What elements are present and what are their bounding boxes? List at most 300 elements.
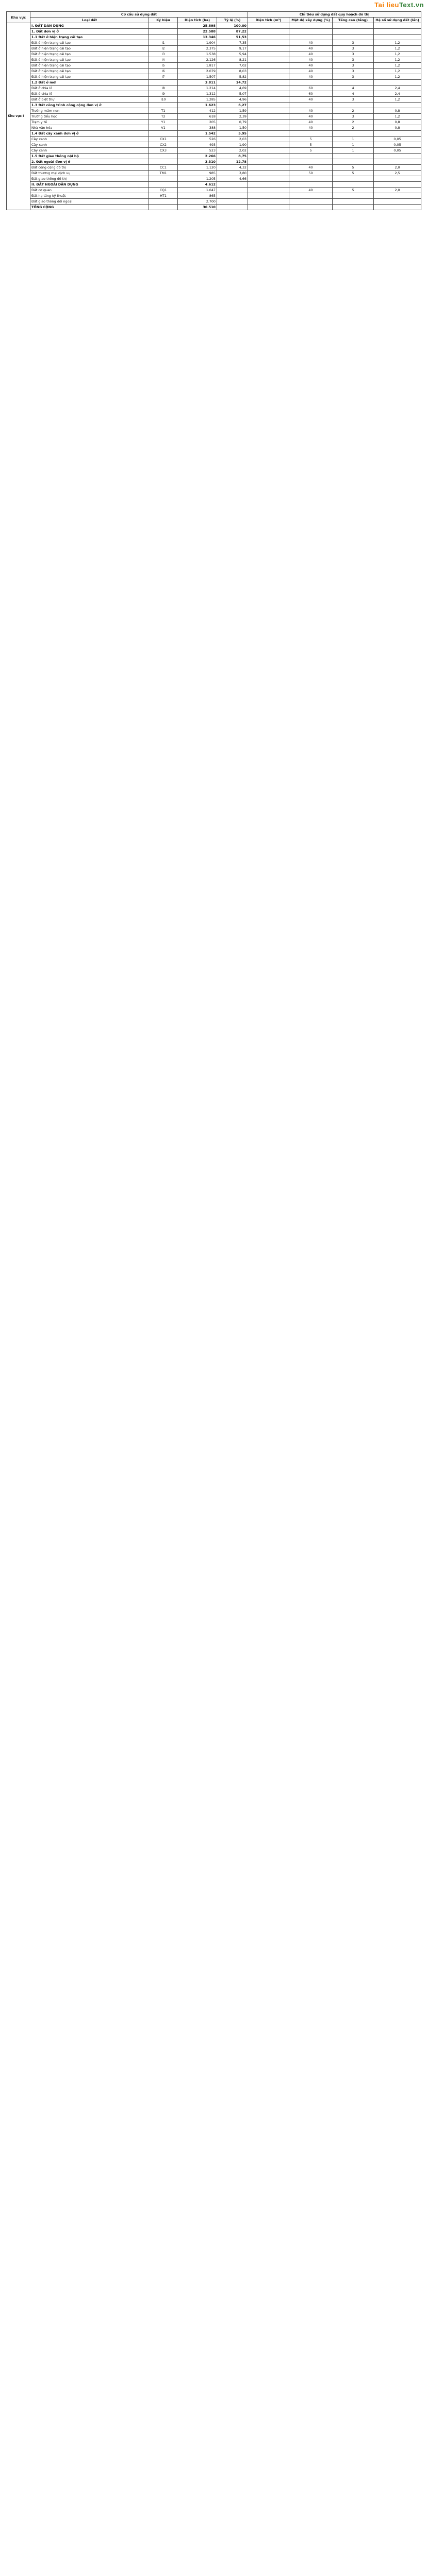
- cell-c: [248, 199, 289, 205]
- cell-code: I6: [149, 69, 178, 74]
- cell-code: V1: [149, 125, 178, 131]
- cell-f: 1,2: [374, 57, 421, 63]
- cell-e: [333, 35, 374, 40]
- cell-a: 523: [178, 148, 217, 154]
- table-row: [7, 205, 421, 210]
- cell-a: 1.285: [178, 97, 217, 103]
- table-row: [7, 142, 421, 148]
- cell-f: 0,8: [374, 125, 421, 131]
- header-area: Khu vực: [7, 12, 30, 23]
- cell-f: [374, 29, 421, 35]
- cell-code: I4: [149, 57, 178, 63]
- cell-a: 526: [178, 137, 217, 142]
- cell-type: Trạm y tế: [30, 120, 149, 125]
- cell-a: 1.214: [178, 86, 217, 91]
- cell-d: 40: [289, 40, 333, 46]
- cell-a: 493: [178, 142, 217, 148]
- cell-e: 3: [333, 114, 374, 120]
- cell-d: 60: [289, 86, 333, 91]
- cell-b: [217, 205, 248, 210]
- cell-b: 4,96: [217, 97, 248, 103]
- cell-type: 1.4 Đất cây xanh đơn vị ở: [30, 131, 149, 137]
- cell-e: 3: [333, 40, 374, 46]
- cell-a: 412: [178, 108, 217, 114]
- cell-e: 2: [333, 120, 374, 125]
- cell-c: [248, 171, 289, 176]
- cell-a: 865: [178, 193, 217, 199]
- cell-f: 1,2: [374, 74, 421, 80]
- cell-f: [374, 131, 421, 137]
- cell-b: 2,03: [217, 137, 248, 142]
- cell-d: [289, 80, 333, 86]
- cell-f: 2,0: [374, 165, 421, 171]
- cell-d: 40: [289, 188, 333, 193]
- cell-e: [333, 154, 374, 159]
- cell-b: 3,80: [217, 171, 248, 176]
- cell-type: Đất ở hiện trạng cải tạo: [30, 63, 149, 69]
- cell-a: 13.346: [178, 35, 217, 40]
- cell-f: 1,2: [374, 52, 421, 57]
- cell-c: [248, 86, 289, 91]
- cell-a: 3.310: [178, 159, 217, 165]
- cell-code: CC1: [149, 165, 178, 171]
- cell-type: Đất ở hiện trạng cải tạo: [30, 40, 149, 46]
- cell-e: 3: [333, 69, 374, 74]
- cell-c: [248, 159, 289, 165]
- cell-f: 0,05: [374, 137, 421, 142]
- cell-e: 3: [333, 63, 374, 69]
- table-row: [7, 108, 421, 114]
- cell-d: [289, 154, 333, 159]
- table-row: [7, 188, 421, 193]
- cell-code: CX2: [149, 142, 178, 148]
- cell-b: 0,79: [217, 120, 248, 125]
- cell-a: 2.079: [178, 69, 217, 74]
- cell-f: 0,05: [374, 142, 421, 148]
- cell-a: 1.312: [178, 91, 217, 97]
- table-row: [7, 97, 421, 103]
- cell-f: 1,2: [374, 63, 421, 69]
- cell-type: Đất ở biệt thự: [30, 97, 149, 103]
- cell-f: 2,0: [374, 188, 421, 193]
- cell-a: 1.507: [178, 74, 217, 80]
- table-row: [7, 69, 421, 74]
- table-row: [7, 148, 421, 154]
- cell-e: 3: [333, 52, 374, 57]
- cell-code: I1: [149, 40, 178, 46]
- cell-c: [248, 148, 289, 154]
- cell-f: 1,2: [374, 46, 421, 52]
- cell-c: [248, 35, 289, 40]
- cell-c: [248, 63, 289, 69]
- cell-f: [374, 193, 421, 199]
- header-land-m2: Diện tích (m²): [248, 18, 289, 23]
- cell-e: 1: [333, 142, 374, 148]
- cell-b: 6,27: [217, 103, 248, 108]
- cell-type: Trường mầm non: [30, 108, 149, 114]
- cell-code: [149, 199, 178, 205]
- header-row-2: [7, 18, 421, 23]
- header-density: Mật độ xây dựng (%): [289, 18, 333, 23]
- cell-d: 5: [289, 142, 333, 148]
- table-row: [7, 57, 421, 63]
- cell-code: T1: [149, 108, 178, 114]
- cell-f: [374, 176, 421, 182]
- cell-e: 4: [333, 91, 374, 97]
- cell-f: 2,4: [374, 86, 421, 91]
- cell-type: Đất cơ quan: [30, 188, 149, 193]
- cell-type: Đất ở hiện trạng cải tạo: [30, 57, 149, 63]
- cell-d: 40: [289, 165, 333, 171]
- cell-f: 0,05: [374, 148, 421, 154]
- cell-e: 2: [333, 125, 374, 131]
- cell-code: I5: [149, 63, 178, 69]
- cell-d: [289, 35, 333, 40]
- cell-type: TỔNG CỘNG: [30, 205, 149, 210]
- cell-type: Đất ở chia lô: [30, 91, 149, 97]
- cell-a: 1.047: [178, 188, 217, 193]
- cell-e: 2: [333, 108, 374, 114]
- cell-b: 8,75: [217, 154, 248, 159]
- cell-type: 1.3 Đất công trình công cộng đơn vị ở: [30, 103, 149, 108]
- cell-a: 618: [178, 114, 217, 120]
- cell-b: 4,69: [217, 86, 248, 91]
- cell-code: [149, 159, 178, 165]
- cell-a: 985: [178, 171, 217, 176]
- cell-a: 2.126: [178, 57, 217, 63]
- cell-type: Cây xanh: [30, 137, 149, 142]
- cell-b: 12,78: [217, 159, 248, 165]
- cell-d: [289, 182, 333, 188]
- table-row: [7, 103, 421, 108]
- table-row: [7, 86, 421, 91]
- cell-code: [149, 176, 178, 182]
- cell-a: 1.120: [178, 165, 217, 171]
- cell-a: 1.538: [178, 52, 217, 57]
- cell-code: T2: [149, 114, 178, 120]
- cell-d: [289, 131, 333, 137]
- cell-type: Cây xanh: [30, 142, 149, 148]
- cell-e: [333, 159, 374, 165]
- cell-code: CX3: [149, 148, 178, 154]
- cell-d: 5: [289, 148, 333, 154]
- cell-f: [374, 80, 421, 86]
- cell-code: I10: [149, 97, 178, 103]
- header-area-ha: Diện tích (ha): [178, 18, 217, 23]
- cell-type: Đất ở hiện trạng cải tạo: [30, 74, 149, 80]
- cell-e: 5: [333, 165, 374, 171]
- header-row-1: [7, 12, 421, 18]
- cell-f: 1,2: [374, 97, 421, 103]
- cell-type: Trường tiểu học: [30, 114, 149, 120]
- cell-code: I2: [149, 46, 178, 52]
- table-row: [7, 63, 421, 69]
- cell-c: [248, 40, 289, 46]
- cell-a: 1.205: [178, 176, 217, 182]
- cell-a: 25.898: [178, 23, 217, 29]
- cell-code: [149, 29, 178, 35]
- land-use-table: [6, 11, 421, 210]
- cell-f: [374, 205, 421, 210]
- cell-b: 87,22: [217, 29, 248, 35]
- cell-b: 8,21: [217, 57, 248, 63]
- cell-c: [248, 114, 289, 120]
- cell-c: [248, 137, 289, 142]
- cell-a: 1.817: [178, 63, 217, 69]
- cell-d: 40: [289, 69, 333, 74]
- cell-c: [248, 193, 289, 199]
- cell-type: Nhà văn hóa: [30, 125, 149, 131]
- cell-f: [374, 154, 421, 159]
- cell-b: 100,00: [217, 23, 248, 29]
- cell-c: [248, 205, 289, 210]
- cell-code: [149, 103, 178, 108]
- cell-type: Đất giao thông đối ngoại: [30, 199, 149, 205]
- cell-type: Đất hạ tầng kỹ thuật: [30, 193, 149, 199]
- cell-d: [289, 23, 333, 29]
- cell-f: [374, 199, 421, 205]
- cell-f: 2,4: [374, 91, 421, 97]
- cell-f: 2,5: [374, 171, 421, 176]
- table-row: [7, 159, 421, 165]
- cell-b: [217, 193, 248, 199]
- cell-code: [149, 35, 178, 40]
- cell-c: [248, 46, 289, 52]
- table-row: [7, 114, 421, 120]
- cell-code: CQ1: [149, 188, 178, 193]
- cell-d: 40: [289, 46, 333, 52]
- cell-f: [374, 182, 421, 188]
- cell-code: I9: [149, 91, 178, 97]
- cell-e: [333, 29, 374, 35]
- header-floors: Tầng cao (tầng): [333, 18, 374, 23]
- cell-b: 4,32: [217, 165, 248, 171]
- cell-a: 2.700: [178, 199, 217, 205]
- cell-e: [333, 205, 374, 210]
- header-planned: Chỉ tiêu sử dụng đất quy hoạch đô thị: [248, 12, 421, 18]
- cell-b: [217, 182, 248, 188]
- cell-b: [217, 188, 248, 193]
- cell-type: Đất ở hiện trạng cải tạo: [30, 52, 149, 57]
- brand-logo: [374, 1, 424, 9]
- header-land-use: Hệ số sử dụng đất (lần): [374, 18, 421, 23]
- table-row: [7, 46, 421, 52]
- cell-f: 1,2: [374, 114, 421, 120]
- cell-c: [248, 80, 289, 86]
- cell-b: 5,82: [217, 74, 248, 80]
- cell-b: 4,66: [217, 176, 248, 182]
- cell-code: [149, 131, 178, 137]
- cell-e: 3: [333, 46, 374, 52]
- cell-e: [333, 199, 374, 205]
- cell-e: [333, 80, 374, 86]
- cell-type: 1.1 Đất ở hiện trạng cải tạo: [30, 35, 149, 40]
- cell-f: [374, 35, 421, 40]
- cell-b: 2,02: [217, 148, 248, 154]
- cell-b: 8,03: [217, 69, 248, 74]
- cell-type: Đất ở hiện trạng cải tạo: [30, 69, 149, 74]
- cell-c: [248, 91, 289, 97]
- cell-d: 60: [289, 91, 333, 97]
- cell-d: 50: [289, 171, 333, 176]
- cell-d: [289, 159, 333, 165]
- cell-c: [248, 52, 289, 57]
- cell-e: 1: [333, 148, 374, 154]
- cell-e: 5: [333, 171, 374, 176]
- cell-b: 5,07: [217, 91, 248, 97]
- cell-b: 1,90: [217, 142, 248, 148]
- cell-a: 205: [178, 120, 217, 125]
- cell-e: [333, 103, 374, 108]
- cell-e: [333, 193, 374, 199]
- cell-e: 3: [333, 57, 374, 63]
- cell-c: [248, 69, 289, 74]
- brand-left: Tai lieu: [374, 1, 399, 9]
- cell-f: 0,8: [374, 120, 421, 125]
- table-row: [7, 165, 421, 171]
- table-row: [7, 35, 421, 40]
- table-row: [7, 80, 421, 86]
- cell-c: [248, 57, 289, 63]
- cell-d: 40: [289, 125, 333, 131]
- cell-a: 2.266: [178, 154, 217, 159]
- cell-code: [149, 23, 178, 29]
- cell-type: 1.5 Đất giao thông nội bộ: [30, 154, 149, 159]
- cell-a: 388: [178, 125, 217, 131]
- cell-code: TM1: [149, 171, 178, 176]
- table-row: [7, 182, 421, 188]
- cell-code: CX1: [149, 137, 178, 142]
- cell-type: Đất công cộng đô thị: [30, 165, 149, 171]
- cell-code: HT1: [149, 193, 178, 199]
- table-row: [7, 91, 421, 97]
- header-code: Ký hiệu: [149, 18, 178, 23]
- cell-d: [289, 29, 333, 35]
- cell-c: [248, 120, 289, 125]
- table-row: [7, 193, 421, 199]
- cell-type: 2. Đất ngoài đơn vị ở: [30, 159, 149, 165]
- cell-f: [374, 23, 421, 29]
- table-row: [7, 176, 421, 182]
- cell-e: [333, 182, 374, 188]
- cell-type: Đất ở hiện trạng cải tạo: [30, 46, 149, 52]
- cell-type: II. ĐẤT NGOÀI DÂN DỤNG: [30, 182, 149, 188]
- cell-a: 1.904: [178, 40, 217, 46]
- cell-a: 3.811: [178, 80, 217, 86]
- cell-c: [248, 97, 289, 103]
- cell-c: [248, 29, 289, 35]
- table-row: [7, 74, 421, 80]
- cell-code: Y1: [149, 120, 178, 125]
- cell-b: 9,17: [217, 46, 248, 52]
- cell-code: [149, 205, 178, 210]
- cell-a: 1.623: [178, 103, 217, 108]
- table-row: [7, 23, 421, 29]
- cell-code: [149, 182, 178, 188]
- cell-b: [217, 199, 248, 205]
- table-row: [7, 154, 421, 159]
- header-ratio: Tỷ lệ (%): [217, 18, 248, 23]
- cell-d: [289, 193, 333, 199]
- table-row: [7, 29, 421, 35]
- cell-c: [248, 103, 289, 108]
- cell-b: 51,53: [217, 35, 248, 40]
- cell-a: 2.375: [178, 46, 217, 52]
- cell-code: I7: [149, 74, 178, 80]
- cell-type: 1. Đất đơn vị ở: [30, 29, 149, 35]
- cell-type: Đất thương mại dịch vụ: [30, 171, 149, 176]
- table-body: [7, 23, 421, 210]
- cell-a: 22.588: [178, 29, 217, 35]
- cell-e: 4: [333, 86, 374, 91]
- table-row: [7, 171, 421, 176]
- cell-e: [333, 23, 374, 29]
- cell-a: 4.612: [178, 182, 217, 188]
- table-row: [7, 199, 421, 205]
- cell-c: [248, 74, 289, 80]
- header-current: Cơ cấu sử dụng đất: [30, 12, 248, 18]
- table-row: [7, 52, 421, 57]
- brand-right: Text.vn: [399, 1, 424, 9]
- cell-d: 5: [289, 137, 333, 142]
- cell-c: [248, 125, 289, 131]
- cell-d: [289, 103, 333, 108]
- cell-type: Đất ở chia lô: [30, 86, 149, 91]
- cell-d: 40: [289, 57, 333, 63]
- table-row: [7, 125, 421, 131]
- cell-e: [333, 176, 374, 182]
- cell-d: 40: [289, 52, 333, 57]
- cell-c: [248, 108, 289, 114]
- cell-code: [149, 154, 178, 159]
- cell-c: [248, 154, 289, 159]
- cell-d: 40: [289, 114, 333, 120]
- cell-d: [289, 199, 333, 205]
- cell-c: [248, 188, 289, 193]
- table-row: [7, 120, 421, 125]
- cell-e: 1: [333, 137, 374, 142]
- cell-d: 40: [289, 97, 333, 103]
- cell-e: 5: [333, 188, 374, 193]
- cell-c: [248, 131, 289, 137]
- cell-f: 0,8: [374, 108, 421, 114]
- area-label: Khu vực I: [7, 23, 30, 210]
- cell-b: 5,95: [217, 131, 248, 137]
- cell-c: [248, 23, 289, 29]
- cell-c: [248, 142, 289, 148]
- cell-c: [248, 176, 289, 182]
- cell-type: 1.2 Đất ở mới: [30, 80, 149, 86]
- cell-b: 5,94: [217, 52, 248, 57]
- cell-a: 30.510: [178, 205, 217, 210]
- cell-code: [149, 80, 178, 86]
- cell-d: [289, 176, 333, 182]
- cell-type: Đất giao thông đô thị: [30, 176, 149, 182]
- cell-a: 1.542: [178, 131, 217, 137]
- cell-c: [248, 182, 289, 188]
- cell-e: 3: [333, 97, 374, 103]
- cell-b: 2,39: [217, 114, 248, 120]
- cell-f: [374, 103, 421, 108]
- cell-type: Cây xanh: [30, 148, 149, 154]
- cell-d: 40: [289, 63, 333, 69]
- table-row: [7, 40, 421, 46]
- cell-e: [333, 131, 374, 137]
- cell-d: 40: [289, 108, 333, 114]
- cell-c: [248, 165, 289, 171]
- cell-f: 1,2: [374, 69, 421, 74]
- cell-code: I3: [149, 52, 178, 57]
